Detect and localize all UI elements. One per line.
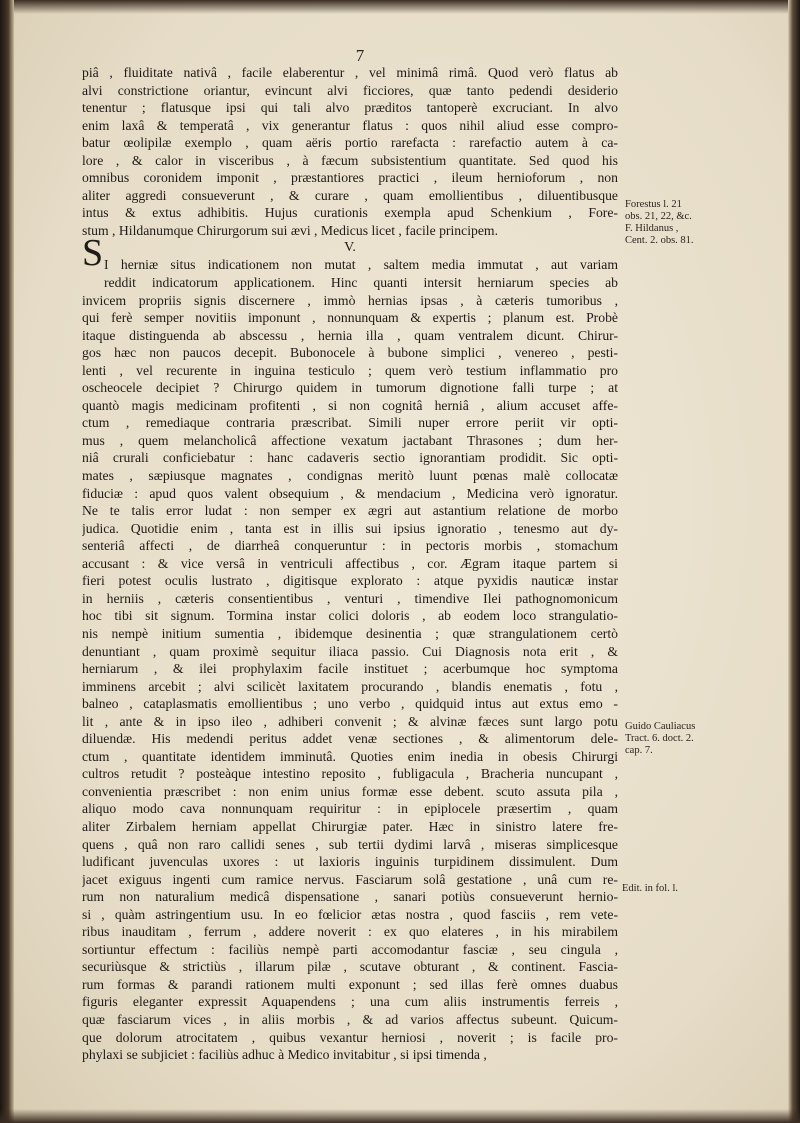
text-line: mates , sæpiusque magnates , condignas meritò luunt pœnas malè collocatæ <box>82 468 618 484</box>
text-line: figuris eleganter expressit Aquapendens ; una cum aliis instrumentis ferreis , <box>82 994 618 1010</box>
text-line: denuntiant , quam proximè sequitur iliaca passio. Cui Diagnosis nota erit , & <box>82 643 618 659</box>
paragraph-1 <box>82 64 618 239</box>
text-line: securiùsque & strictiùs , illarum pilæ , scutave obturant , & continent. Fascia- <box>82 959 618 975</box>
text-line: accusant : & vice versâ in ventriculi affectibus , cor. Ægram itaque partem si <box>82 555 618 571</box>
marginal-line: obs. 21, 22, &c. <box>625 211 692 222</box>
text-line: enim laxâ & temperatâ , vix generantur flatus : quos nihil aliud esse compro- <box>82 117 618 133</box>
text-line: si , quàm astringentium usu. In eo fœlicior ætas nostra , quod fasciis , rem vete- <box>82 906 618 922</box>
text-line: ctum , remediaque contraria præscribat. Simili nuper errore periit vir opti- <box>82 415 618 431</box>
text-line: aliter Zirbalem herniam appellat Chirurgiæ pater. Hæc in sinistro latere fre- <box>82 818 618 834</box>
text-line: quens , quâ non raro callidi senes , sub tertii dydimi larvâ , miseras simplicesque <box>82 836 618 852</box>
text-line: gos hæc non paucos decepit. Bubonocele à bubone simplici , venereo , pesti- <box>82 345 618 361</box>
text-line: ribus inauditam , ferrum , addere noverit : ex quo elateres , in his mirabilem <box>82 924 618 940</box>
text-line: hoc tibi sit signum. Tormina instar colici doloris , ab eodem loco strangulatio- <box>82 608 618 624</box>
text-line: fiduciæ : apud quos valent obsequium , & mendacium , Medicina verò ignoratur. <box>82 485 618 501</box>
text-line: que dolorum atrocitatem , quibus vexantur herniosi , noverit ; is facile pro- <box>82 1029 618 1045</box>
text-line: senteriâ affecti , de diarrheâ conqueruntur : in pectoris morbis , stomachum <box>82 538 618 554</box>
marginal-line: F. Hildanus , <box>625 223 679 234</box>
text-line: aliquo modo cava nonnunquam requiritur : in epiplocele præsertim , quam <box>82 801 618 817</box>
marginal-line: Edit. in fol. l. <box>622 883 678 894</box>
text-line: aliter aggredi consueverunt , & curare , quam emollientibus , diluentibusque <box>82 187 618 203</box>
page-edge-right <box>788 0 800 1123</box>
text-line: jacet exiguus ingenti cum ramice nervus. Fasciarum solâ gestatione , unâ cum re- <box>82 871 618 887</box>
text-line: in herniis , cæteris consentientibus , venturi , timendive Ilei pathognomonicum <box>82 590 618 606</box>
text-line: invicem propriis signis discernere , immò hernias ipsas , à cæteris tumoribus , <box>82 292 618 308</box>
paragraph-2 <box>82 256 618 1063</box>
text-line: piâ , fluiditate nativâ , facile elaberentur , vel minimâ rimâ. Quod verò flatus ab <box>82 65 618 80</box>
text-line: niâ crurali conficiebatur : hanc cadaveris sectio ignorantiam prodidit. Sic opti- <box>82 450 618 466</box>
text-line: intus & extus adhibitis. Hujus curationis exempla apud Schenkium , Fore- <box>82 205 618 221</box>
marginal-note-forestus <box>625 199 694 247</box>
text-line: phylaxi se subjiciet : faciliùs adhuc à Medico invitabitur , si ipsi timenda , <box>82 1047 487 1063</box>
text-line: batur œolipilæ exemplo , quam aëris portio rarefacta : rarefactio autem à ca- <box>82 135 618 151</box>
book-spine-shadow <box>0 0 14 1123</box>
text-line: omnibus coronidem imponit , præstantiores practici , ileum hernioforum , non <box>82 170 618 186</box>
text-line: diluendæ. His medendi peritus addet venæ sectiones , & alimentorum dele- <box>82 731 618 747</box>
text-line: lit , ante & in ipso ileo , adhiberi convenit ; & alvinæ fæces sunt largo potu <box>82 713 618 729</box>
bottom-edge-shadow <box>0 1109 800 1123</box>
text-line: qui ferè semper novitiis imponunt , nonnunquam & expertis ; planum est. Probè <box>82 310 618 326</box>
marginal-note-edition <box>622 883 678 895</box>
text-line: stum , Hildanumque Chirurgorum sui ævi , Medicus licet , facile principem. <box>82 222 499 238</box>
text-line: rum formas & parandi rationem multi exponunt ; sed illas ferè omnes duabus <box>82 976 618 992</box>
text-line: nis nempè initium sumentia , ibidemque desinentia ; quæ strangulationem certò <box>82 625 618 641</box>
text-line: oscheocele decipiet ? Chirurgo quidem in tumorum dignotione falli turpe ; at <box>82 380 618 396</box>
marginal-line: cap. 7. <box>625 745 653 756</box>
text-line: reddit indicatorum applicationem. Hinc quanti intersit herniarum species ab <box>104 275 618 291</box>
drop-capital: S <box>82 232 104 274</box>
marginal-line: Cent. 2. obs. 81. <box>625 235 694 246</box>
text-line: Ne te talis error ludat : non semper ex ægri aut astantium relatione de morbo <box>82 503 618 519</box>
text-line: lore , & calor in visceribus , à fæcum subsistentium quantitate. Sed quod his <box>82 152 618 168</box>
text-line: fieri potest oculis lustrato , digitisque explorato : atque pyxidis nauticæ instar <box>82 573 618 589</box>
text-line: ctum , quantitate identidem imminutâ. Quoties enim inedia in obesis Chirurgi <box>82 748 618 764</box>
text-line: quantò magis medicinam profitenti , si non cognitâ herniâ , alium accuset affe- <box>82 397 618 413</box>
text-line: ludificant juvenculas uxores : ut laxioris inguinis turpidinem dissimulent. Dum <box>82 854 618 870</box>
text-line: quæ fasciarum vices , in aliis morbis , & ad varios affectus subeunt. Quicum- <box>82 1011 618 1027</box>
top-edge-shadow <box>14 0 788 14</box>
text-line: rum non naturalium medicâ dispensatione , sanari potiùs consueverunt hernio- <box>82 889 618 905</box>
text-line: tenentur ; flatusque ipsi qui tali alvo præditos tantoperè excruciant. In alvo <box>82 100 618 116</box>
text-line: cultros retudit ? posteàque intestino reposito , fubligacula , Bracheria nuncupant , <box>82 766 618 782</box>
text-line: alvi constrictione oriantur, evincunt alvi ficciores, quæ tanto pedendi desiderio <box>82 82 618 98</box>
text-line: itaque distinguenda ab abscessu , hernia illa , quam ventralem dicunt. Chirur- <box>82 327 618 343</box>
text-line: balneo , cataplasmatis emollientibus ; uno verbo , quidquid intus aut extus emo - <box>82 696 618 712</box>
text-line: herniarum , & ilei prophylaxim facile instituet ; acerbumque hoc symptoma <box>82 661 618 677</box>
text-line: imminens arcebit ; alvi scilicèt laxitatem procurando , blandis enematis , fotu , <box>82 678 618 694</box>
page-number: 7 <box>355 46 365 65</box>
text-line: mus , quem melancholicâ affectione vexatum jactabant Thrasones ; dum her- <box>82 432 618 448</box>
text-line: convenientia præscribet : non enim unius formæ esse debent. scuto assuta pila , <box>82 783 618 799</box>
text-line: judica. Quotidie enim , tanta est in illis sui ipsius ignoratio , tenesmo aut dy- <box>82 520 618 536</box>
main-text <box>82 64 618 1064</box>
marginal-line: Guido Cauliacus <box>625 721 696 732</box>
marginal-line: Forestus l. 21 <box>625 199 682 210</box>
text-line: lenti , vel recurente in inguina testiculo ; quem verò testium inflammatio pro <box>82 362 618 378</box>
text-line: sortiuntur effectum : faciliùs nempè parti accomodantur fasciæ , seu cingula , <box>82 941 618 957</box>
text-line: I herniæ situs indicationem non mutat , saltem media immutat , aut variam <box>104 257 618 273</box>
section-heading: V. <box>344 240 356 256</box>
marginal-note-guido <box>625 721 695 757</box>
marginal-line: Tract. 6. doct. 2. <box>625 733 694 744</box>
